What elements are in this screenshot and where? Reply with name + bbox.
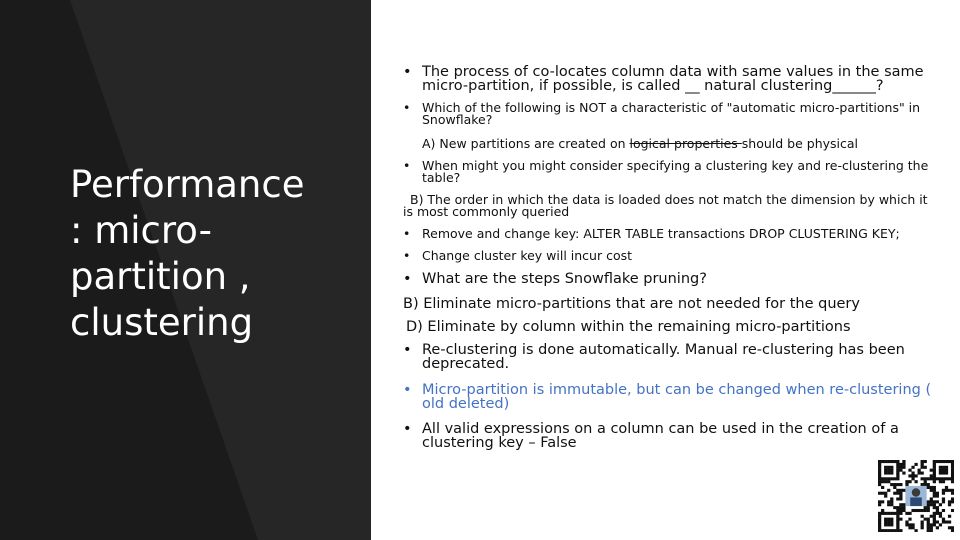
answer-clustering-key: B) The order in which the data is loaded does not match the dimension by which it is most commonly queried bbox=[403, 192, 928, 219]
bullet-immutable-partition: • Micro-partition is immutable, but can be changed when re-clustering ( old deleted) bbox=[403, 383, 935, 411]
struck-text: logical properties bbox=[629, 136, 742, 151]
answer-pruning-b: B) Eliminate micro-partitions that are not needed for the query bbox=[403, 296, 860, 312]
title-line: : micro- bbox=[70, 209, 212, 252]
qr-code bbox=[878, 460, 954, 532]
title-line: partition , bbox=[70, 255, 251, 298]
answer-prefix: A) New partitions are created on bbox=[422, 136, 630, 151]
slide-title bbox=[70, 162, 360, 346]
qr-center-avatar bbox=[905, 486, 926, 506]
bullet-reclustering-automatic: • Re-clustering is done automatically. Manual re-clustering has been deprecated. bbox=[403, 343, 935, 371]
qr-code-graphic bbox=[878, 460, 954, 532]
bullet-drop-clustering-key: • Remove and change key: ALTER TABLE transactions DROP CLUSTERING KEY; bbox=[403, 228, 935, 240]
bullet-cluster-key-cost: • Change cluster key will incur cost bbox=[403, 250, 935, 262]
title-line: clustering bbox=[70, 301, 254, 344]
answer-micro-partitions bbox=[403, 138, 935, 150]
bullet-clustering-expression: • All valid expressions on a column can be used in the creation of a clustering key – False bbox=[403, 422, 935, 450]
slide-content bbox=[403, 62, 935, 450]
question-natural-clustering: • The process of co-locates column data with same values in the same micro-partition, if possible, is called __ natural clustering______? bbox=[403, 65, 935, 93]
question-clustering-key: • When might you might consider specifying a clustering key and re-clustering the table? bbox=[403, 160, 935, 184]
title-panel bbox=[0, 0, 371, 540]
question-micro-partitions: • Which of the following is NOT a characteristic of "automatic micro-partitions" in Snowflake? bbox=[403, 102, 935, 126]
question-pruning: • What are the steps Snowflake pruning? bbox=[403, 272, 935, 286]
answer-suffix: should be physical bbox=[741, 136, 859, 151]
title-line: Performance bbox=[70, 163, 305, 206]
answer-pruning-d: D) Eliminate by column within the remaining micro-partitions bbox=[406, 319, 851, 335]
